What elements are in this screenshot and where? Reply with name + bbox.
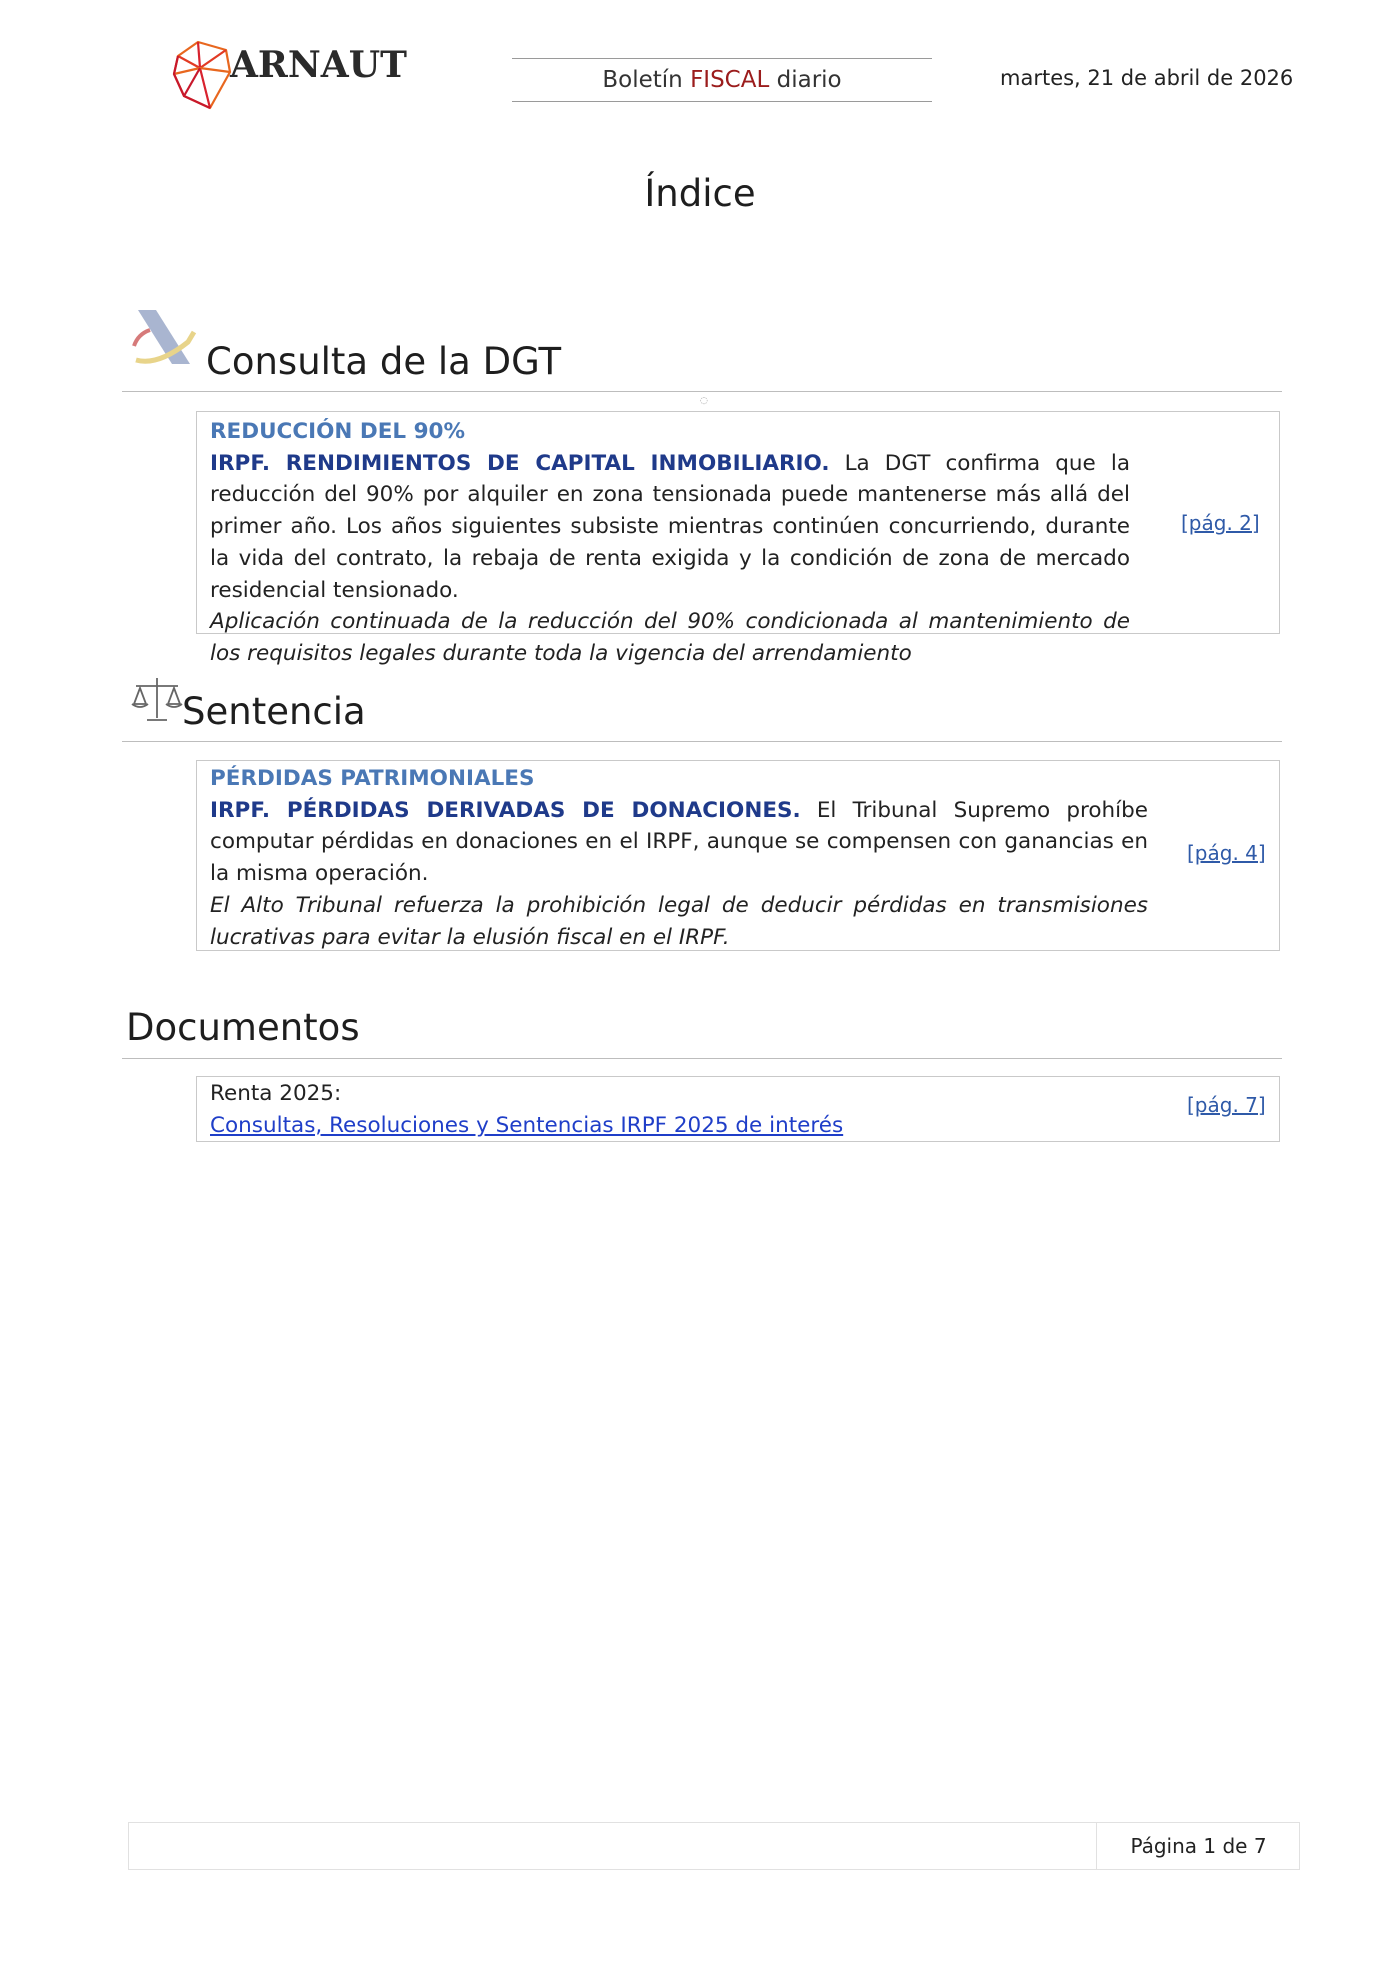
- section-title-dgt: Consulta de la DGT: [206, 340, 562, 383]
- anchor-marker: ◌: [700, 396, 708, 406]
- bulletin-title-prefix: Boletín: [602, 67, 691, 93]
- page-link-dgt[interactable]: [pág. 2]: [1181, 511, 1260, 535]
- index-entry-dgt: [196, 411, 1280, 666]
- page-number: Página 1 de 7: [1130, 1834, 1267, 1858]
- entry-headline: IRPF. PÉRDIDAS DERIVADAS DE DONACIONES.: [210, 797, 801, 823]
- brand-name: ARNAUT: [230, 44, 407, 86]
- section-divider: [122, 1058, 1282, 1059]
- entry-category: REDUCCIÓN DEL 90%: [210, 419, 466, 444]
- entry-headline: IRPF. RENDIMIENTOS DE CAPITAL INMOBILIARIO.: [210, 450, 830, 476]
- entry-summary: Aplicación continuada de la reducción del 90% condicionada al mantenimiento de los requisitos legales durante toda la vigencia del arrendamiento: [210, 609, 1130, 666]
- section-divider: [122, 741, 1282, 742]
- page-link-sentencia[interactable]: [pág. 4]: [1187, 841, 1266, 865]
- section-title-documentos: Documentos: [126, 1006, 360, 1049]
- bulletin-date: martes, 21 de abril de 2026: [1000, 66, 1294, 90]
- bulletin-title-highlight: FISCAL: [690, 67, 770, 93]
- entry-body: La DGT confirma que la reducción del 90% por alquiler en zona tensionada puede mantenerse más allá del primer año. Los años siguientes subsiste mientras continúen concurriendo, durante la vida del contrato, la rebaja de renta exigida y la condición de zona de mercado residencial tensionado.: [210, 450, 1130, 603]
- tax-agency-logo-icon: [128, 302, 202, 372]
- section-divider: [122, 391, 1282, 392]
- section-title-sentencia: Sentencia: [182, 690, 366, 733]
- document-link[interactable]: Consultas, Resoluciones y Sentencias IRPF 2025 de interés: [210, 1112, 844, 1138]
- entry-summary: El Alto Tribunal refuerza la prohibición legal de deducir pérdidas en transmisiones lucrativas para evitar la elusión fiscal en el IRPF.: [210, 892, 1148, 950]
- index-entry-sentencia: [196, 760, 1280, 951]
- arnaut-geometric-logo-icon: [170, 38, 234, 114]
- scales-of-justice-icon: [130, 672, 184, 726]
- bulletin-title: [512, 58, 932, 102]
- dgt-section-icon: [128, 302, 202, 372]
- document-label: Renta 2025:: [210, 1081, 342, 1106]
- page-title: Índice: [644, 172, 756, 215]
- bulletin-title-suffix: diario: [769, 67, 842, 93]
- page-link-documentos[interactable]: [pág. 7]: [1187, 1093, 1266, 1117]
- entry-body: El Tribunal Supremo prohíbe computar pérdidas en donaciones en el IRPF, aunque se compensen con ganancias en la misma operación.: [210, 797, 1148, 887]
- entry-category: PÉRDIDAS PATRIMONIALES: [210, 766, 535, 791]
- sentencia-section-icon: [130, 672, 184, 726]
- index-entry-documentos: [196, 1076, 1280, 1142]
